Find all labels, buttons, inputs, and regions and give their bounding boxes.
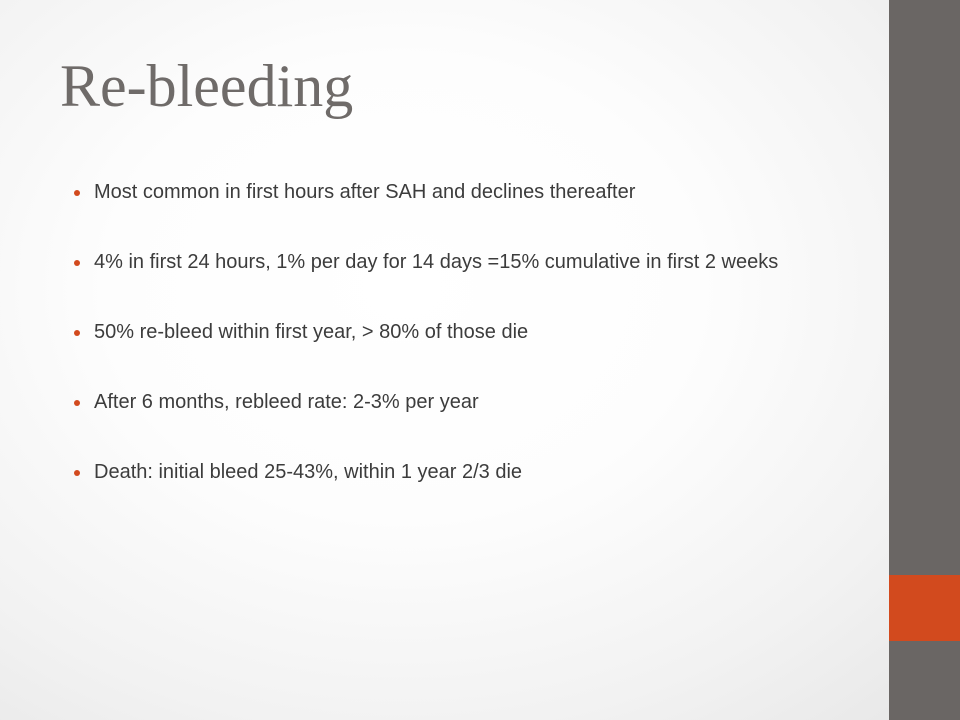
bullet-item [74, 178, 844, 207]
bullet-item [74, 318, 844, 347]
bullet-dot-icon [74, 330, 80, 336]
bullet-dot-icon [74, 190, 80, 196]
bullet-text: Death: initial bleed 25-43%, within 1 year 2/3 die [94, 461, 523, 483]
bullet-text: Most common in first hours after SAH and declines thereafter [94, 181, 636, 203]
bullet-item [74, 458, 844, 487]
bullet-text: After 6 months, rebleed rate: 2-3% per year [94, 391, 479, 413]
bullet-item [74, 248, 844, 277]
bullet-list [74, 178, 844, 528]
bullet-text: 50% re-bleed within first year, > 80% of those die [94, 321, 529, 343]
accent-block [889, 575, 960, 641]
bullet-dot-icon [74, 260, 80, 266]
slide-title: Re-bleeding [60, 53, 354, 119]
bullet-text: 4% in first 24 hours, 1% per day for 14 days =15% cumulative in first 2 weeks [94, 251, 779, 273]
bullet-dot-icon [74, 400, 80, 406]
bullet-item [74, 388, 844, 417]
bullet-dot-icon [74, 470, 80, 476]
